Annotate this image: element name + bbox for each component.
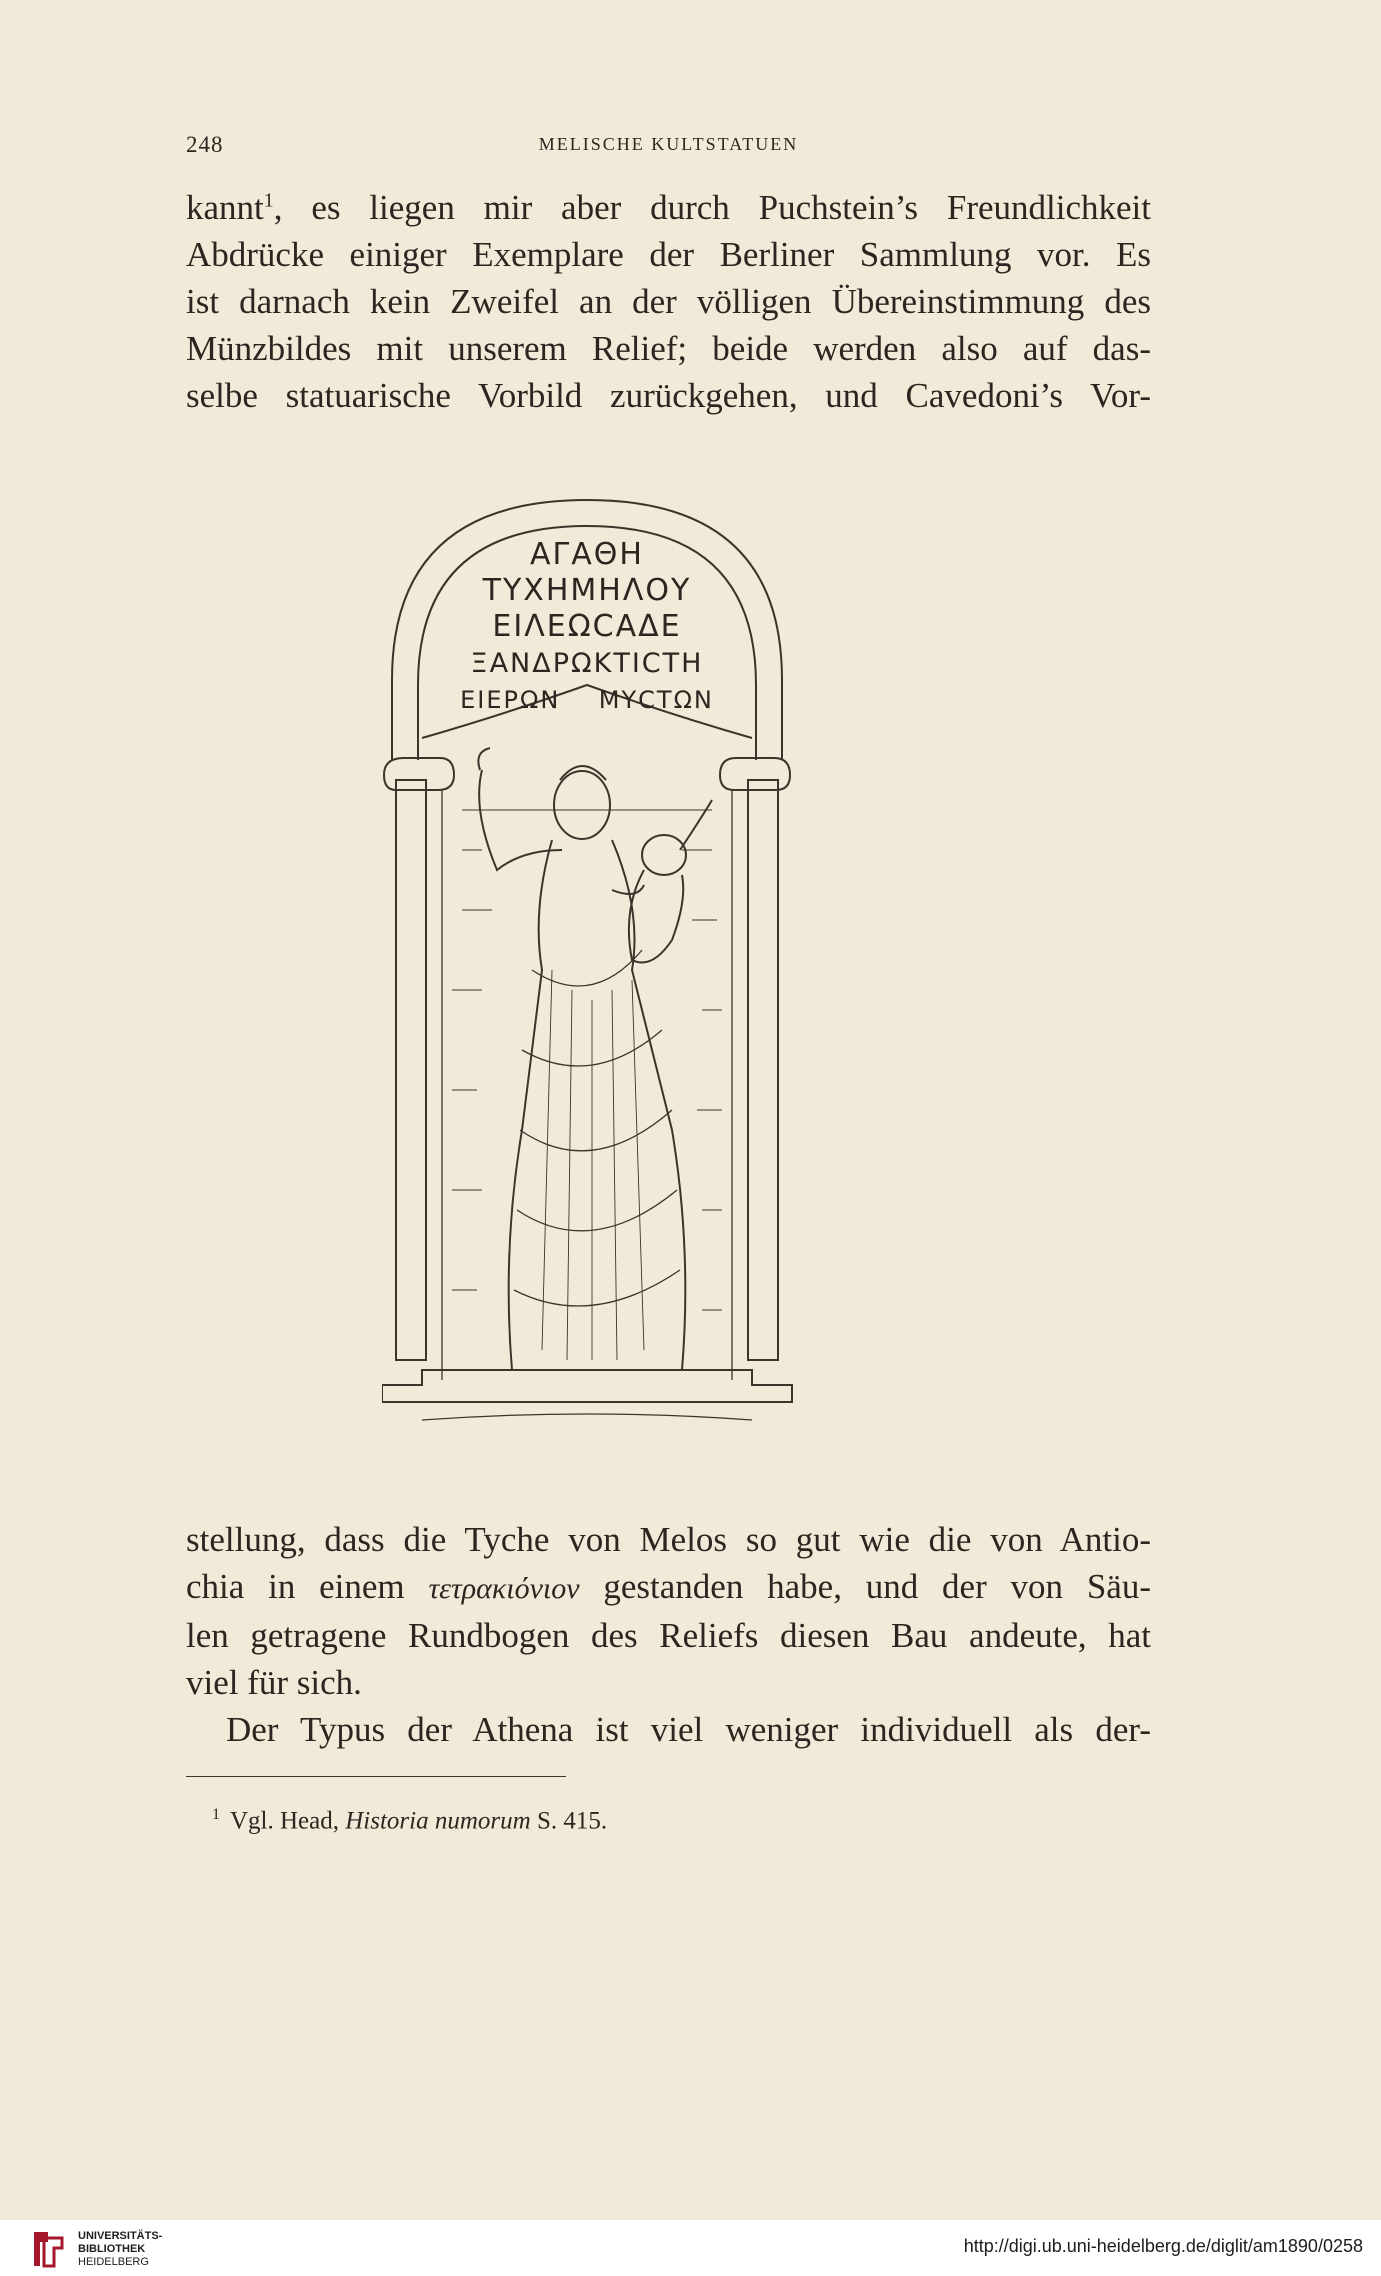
text-line: stellung, dass die Tyche von Melos so gut wie die von Antio- (186, 1520, 1151, 1559)
body-text-top (186, 184, 1151, 419)
inscription-line: ΤΥΧΗΜΗΛΟΥ (482, 573, 692, 608)
figure-body (509, 840, 686, 1370)
library-logo-icon (28, 2228, 68, 2270)
library-name-line: HEIDELBERG (78, 2256, 149, 2268)
infant-body (629, 870, 683, 963)
footnote-text: S. 415. (530, 1807, 608, 1835)
relief-drawing (382, 490, 982, 1440)
text-line: Abdrücke einiger Exemplare der Berliner Sammlung vor. Es (186, 235, 1151, 274)
inscription-line: ΞΑΝΔΡΩΚΤΙCΤΗ (470, 648, 704, 679)
text-line: selbe statuarische Vorbild zurückgehen, und Cavedoni’s Vor- (186, 376, 1151, 415)
infant-head (642, 835, 686, 875)
text-line: ist darnach kein Zweifel an der völligen Übereinstimmung des (186, 282, 1151, 321)
running-title: MELISCHE KULTSTATUEN (538, 134, 799, 154)
text-fragment: kannt (186, 188, 264, 227)
text-line (186, 1563, 1151, 1612)
library-name-line: BIBLIOTHEK (78, 2243, 146, 2255)
footnote-text: Vgl. Head, (230, 1807, 346, 1835)
footnote-reference: 1 (263, 189, 274, 212)
inscription-line: ΑΓΑΘΗ (530, 537, 644, 572)
footnote-rule (186, 1776, 566, 1777)
text-fragment: chia in einem (186, 1567, 429, 1606)
text-line: len getragene Rundbogen des Reliefs diesen Bau andeute, hat (186, 1616, 1151, 1655)
left-column (396, 780, 426, 1360)
page-header (186, 132, 1151, 162)
library-name (78, 2230, 162, 2269)
text-fragment: , es liegen mir aber durch Puchstein’s Freundlichkeit (273, 188, 1151, 227)
text-fragment: gestanden habe, und der von Säu- (579, 1567, 1151, 1606)
inscription-line: ΕΙΕΡΩΝ ΜΥCΤΩΝ (460, 686, 714, 714)
source-url-link[interactable]: http://digi.ub.uni-heidelberg.de/diglit/am1890/0258 (963, 2236, 1363, 2256)
relief-illustration (382, 490, 982, 1440)
body-text-bottom (186, 1516, 1151, 1753)
footnote (212, 1806, 607, 1835)
figure-head (554, 771, 610, 839)
text-line (186, 184, 1151, 231)
right-column (748, 780, 778, 1360)
plinth (382, 1370, 792, 1402)
footnote-marker: 1 (212, 1806, 220, 1823)
text-line: Der Typus der Athena ist viel weniger individuell als der- (226, 1710, 1151, 1749)
text-line: Münzbildes mit unserem Relief; beide werden also auf das- (186, 329, 1151, 368)
inscription-line: ΕΙΛΕΩCΑΔΕ (492, 609, 682, 644)
footnote-title: Historia numorum (345, 1807, 531, 1835)
greek-word: τετρακιόνιον (428, 1572, 580, 1605)
text-line: viel für sich. (186, 1663, 362, 1702)
page-number: 248 (186, 132, 224, 157)
figure-drapery (514, 950, 680, 1306)
library-name-line: UNIVERSITÄTS- (78, 2230, 163, 2242)
library-footer (0, 2220, 1381, 2276)
